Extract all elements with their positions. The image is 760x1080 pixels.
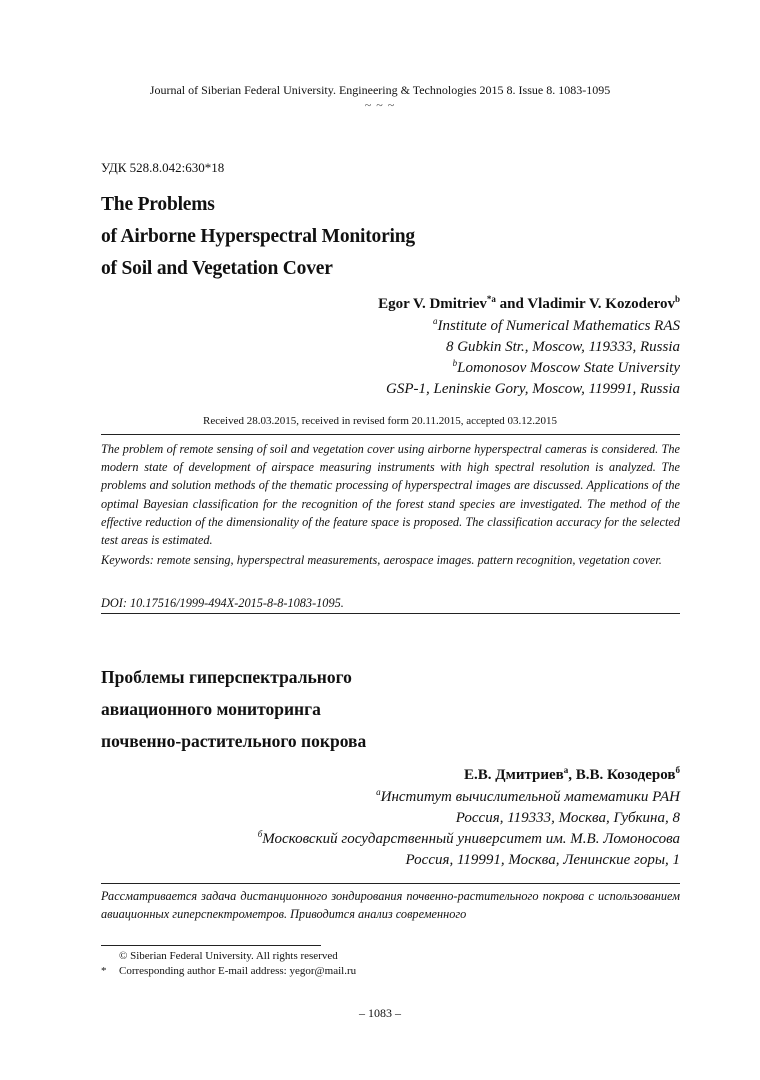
- ru-author-1: Е.В. Дмитриев: [464, 767, 564, 783]
- en-authors: [378, 296, 680, 313]
- ru-title-line: Проблемы гиперспектрального: [101, 667, 352, 687]
- ru-affiliation: $^б$Московский государственный университет им. М.В. Ломоносова: [257, 829, 680, 847]
- footnote-corresponding: * Corresponding author E-mail address: yegor@mail.ru: [101, 965, 357, 977]
- ru-title-line: авиационного мониторинга: [101, 699, 321, 719]
- en-abstract: The problem of remote sensing of soil and vegetation cover using airborne hyperspectral cameras is considered. The modern state of development of airspace measuring instruments with high spectral resolution is analyzed. The problems and solution methods of the thematic processing of hyperspectral images are discussed. Applications of the optimal Bayesian classification for the recognition of the forest stand species are investigated. The method of the effective reduction of the dimensionality of the feature space is proposed. The classification accuracy for the selected test areas is estimated.: [101, 442, 680, 548]
- ru-title-line: почвенно-растительного покрова: [101, 731, 367, 751]
- en-author-1-sup: *a: [486, 294, 496, 304]
- en-author-2-sup: b: [674, 294, 680, 304]
- udk-code: УДК 528.8.042:630*18: [101, 160, 225, 175]
- en-affiliation: $^a$Institute of Numerical Mathematics RAS: [433, 316, 680, 334]
- en-keywords: Keywords: remote sensing, hyperspectral measurements, aerospace images. pattern recognition, vegetation cover.: [101, 553, 662, 567]
- en-affiliation: GSP-1, Leninskie Gory, Moscow, 119991, Russia: [385, 381, 680, 397]
- header-separator: ~ ~ ~: [364, 98, 396, 112]
- ru-author-2: , В.В. Козодеров: [568, 767, 676, 783]
- footnote-divider: [101, 945, 321, 946]
- page-number: – 1083 –: [359, 1006, 401, 1020]
- en-affiliation: 8 Gubkin Str., Moscow, 119333, Russia: [445, 339, 680, 355]
- en-doi: DOI: 10.17516/1999-494X-2015-8-8-1083-1095.: [101, 596, 344, 610]
- ru-abstract: Рассматривается задача дистанционного зондирования почвенно-растительного покрова с использованием авиационных гиперспектрометров. Приводится анализ современного: [101, 889, 680, 922]
- ru-author-2-sup: б: [675, 765, 680, 775]
- en-title-line: of Airborne Hyperspectral Monitoring: [101, 226, 415, 247]
- en-author-2: and Vladimir V. Kozoderov: [495, 296, 675, 312]
- divider: [101, 883, 680, 884]
- ru-authors: [464, 767, 680, 784]
- ru-affiliation: Россия, 119991, Москва, Ленинские горы, 1: [405, 852, 680, 868]
- divider: [101, 434, 680, 435]
- divider: [101, 613, 680, 614]
- received-dates: Received 28.03.2015, received in revised form 20.11.2015, accepted 03.12.2015: [203, 415, 557, 427]
- journal-header: Journal of Siberian Federal University. Engineering & Technologies 2015 8. Issue 8. 1083-1095: [149, 83, 611, 97]
- ru-affiliation: Россия, 119333, Москва, Губкина, 8: [455, 810, 680, 826]
- footnote-copyright: © Siberian Federal University. All rights reserved: [119, 950, 338, 962]
- ru-affiliation: $^а$Институт вычислительной математики РАН: [376, 787, 680, 805]
- en-author-1: Egor V. Dmitriev: [378, 296, 487, 312]
- en-title-line: of Soil and Vegetation Cover: [101, 258, 333, 279]
- en-title-line: The Problems: [101, 194, 215, 215]
- ru-author-1-sup: а: [563, 765, 569, 775]
- en-affiliation: $^b$Lomonosov Moscow State University: [452, 358, 680, 376]
